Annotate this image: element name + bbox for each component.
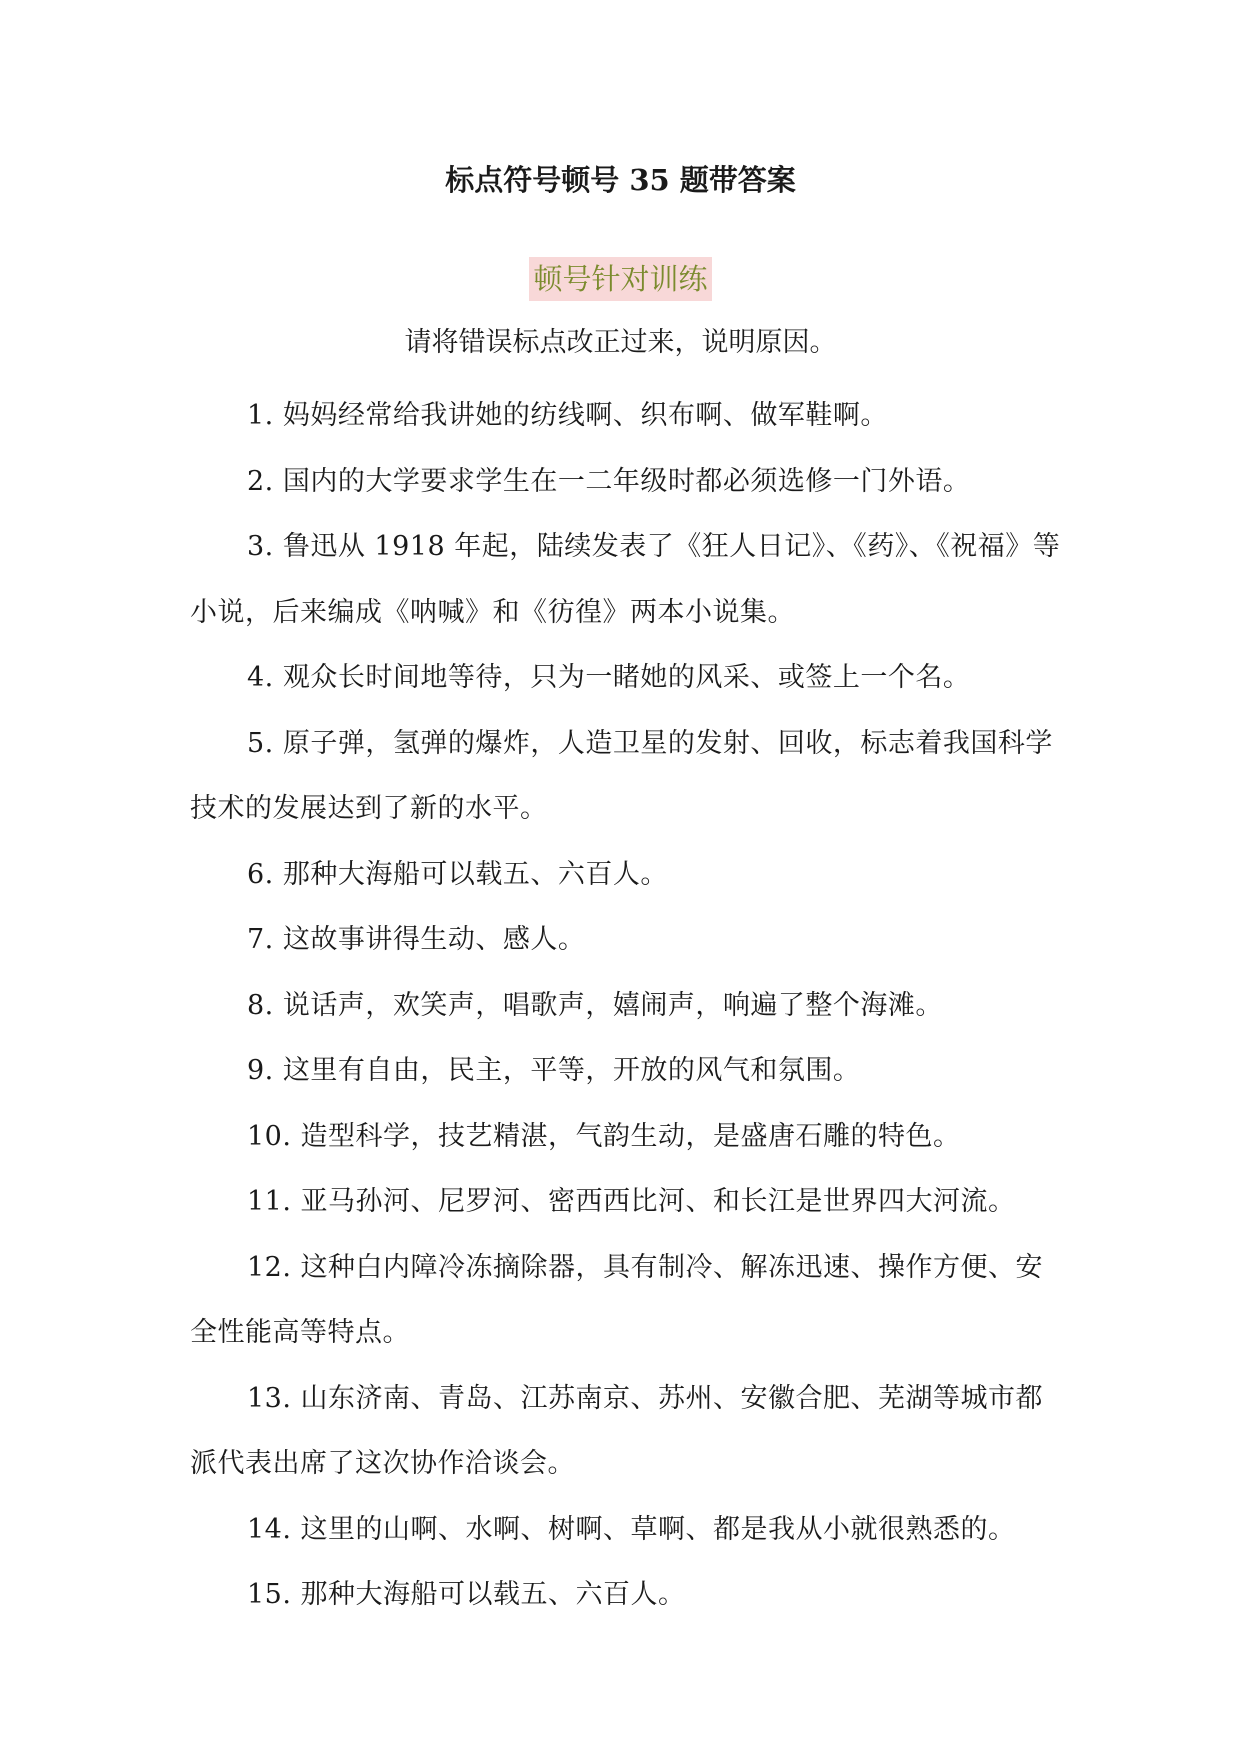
question-item: 6. 那种大海船可以载五、六百人。 [247,858,668,890]
question-item: 12. 这种白内障冷冻摘除器，具有制冷、解冻迅速、操作方便、安全性能高等特点。 [190,1251,1044,1348]
question-item: 2. 国内的大学要求学生在一二年级时都必须选修一门外语。 [247,465,971,497]
question-item: 15. 那种大海船可以载五、六百人。 [247,1579,686,1610]
question-item: 3. 鲁迅从 1918 年起，陆续发表了《狂人日记》、《药》、《祝福》等小说，后来编成《呐喊》和《彷徨》两本小说集。 [190,531,1061,628]
section-heading [0,257,1241,301]
question-item: 10. 造型科学，技艺精湛，气韵生动，是盛唐石雕的特色。 [247,1120,961,1152]
question-item: 5. 原子弹，氢弹的爆炸，人造卫星的发射、回收，标志着我国科学技术的发展达到了新的水平。 [190,727,1053,824]
question-item: 14. 这里的山啊、水啊、树啊、草啊、都是我从小就很熟悉的。 [247,1513,1016,1545]
question-item: 9. 这里有自由，民主，平等，开放的风气和氛围。 [247,1055,861,1086]
question-item: 8. 说话声，欢笑声，唱歌声，嬉闹声，响遍了整个海滩。 [247,989,943,1021]
page-title: 标点符号顿号 35 题带答案 [445,163,796,197]
instruction-text: 请将错误标点改正过来，说明原因。 [404,327,837,358]
section-heading-highlight: 顿号针对训练 [529,257,711,301]
question-item: 11. 亚马孙河、尼罗河、密西西比河、和长江是世界四大河流。 [247,1186,1016,1217]
question-item: 4. 观众长时间地等待，只为一睹她的风采、或签上一个名。 [247,662,971,693]
question-item: 13. 山东济南、青岛、江苏南京、苏州、安徽合肥、芜湖等城市都派代表出席了这次协作洽谈会。 [190,1382,1044,1479]
question-item: 7. 这故事讲得生动、感人。 [247,924,586,955]
question-item: 1. 妈妈经常给我讲她的纺线啊、织布啊、做军鞋啊。 [247,400,888,431]
question-list [190,383,1070,1628]
